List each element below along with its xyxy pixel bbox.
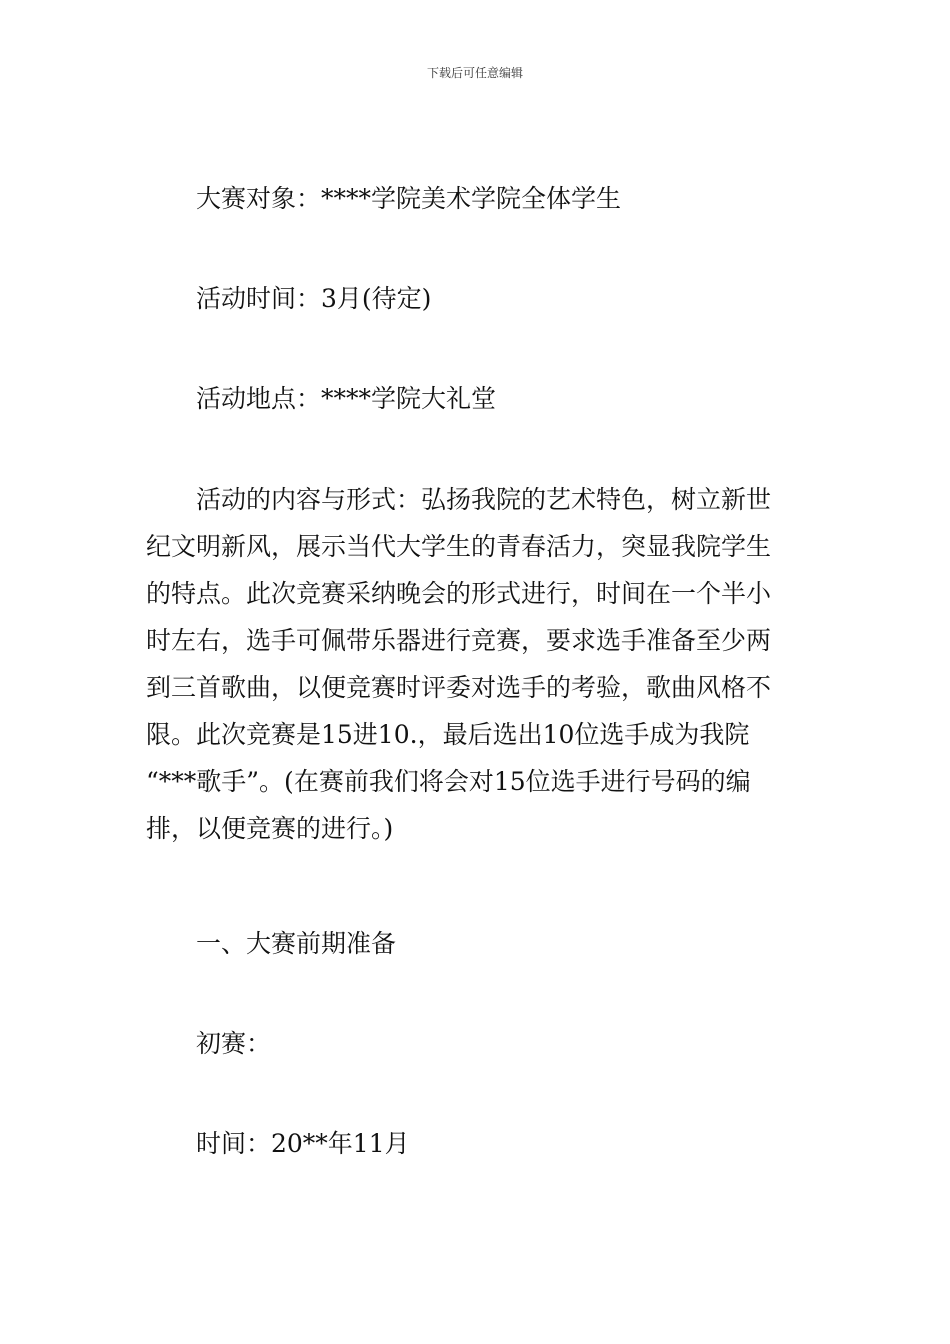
paragraph-line: 纪文明新风，展示当代大学生的青春活力，突显我院学生 [146, 532, 772, 561]
paragraph-line: 排，以便竞赛的进行。) [146, 814, 394, 843]
section-heading-preparation: 一、大赛前期准备 [196, 929, 397, 958]
page-header-note: 下载后可任意编辑 [426, 66, 523, 80]
paragraph-line: 到三首歌曲，以便竞赛时评委对选手的考验，歌曲风格不 [146, 673, 772, 702]
event-time-line: 活动时间：3月(待定) [196, 284, 432, 313]
paragraph-line: 活动的内容与形式：弘扬我院的艺术特色，树立新世 [196, 485, 772, 514]
paragraph-line: 的特点。此次竞赛采纳晚会的形式进行，时间在一个半小 [146, 579, 772, 608]
paragraph-line: 时左右，选手可佩带乐器进行竞赛，要求选手准备至少两 [146, 626, 772, 655]
content-form-paragraph [146, 476, 806, 852]
target-audience-line: 大赛对象：****学院美术学院全体学生 [196, 184, 622, 213]
paragraph-line: 限。此次竞赛是15进10.，最后选出10位选手成为我院 [146, 720, 750, 749]
preliminary-time-line: 时间：20**年11月 [196, 1129, 410, 1158]
event-place-line: 活动地点：****学院大礼堂 [196, 384, 497, 413]
preliminary-round-label: 初赛： [196, 1029, 272, 1058]
paragraph-line: “***歌手”。(在赛前我们将会对15位选手进行号码的编 [146, 767, 751, 796]
